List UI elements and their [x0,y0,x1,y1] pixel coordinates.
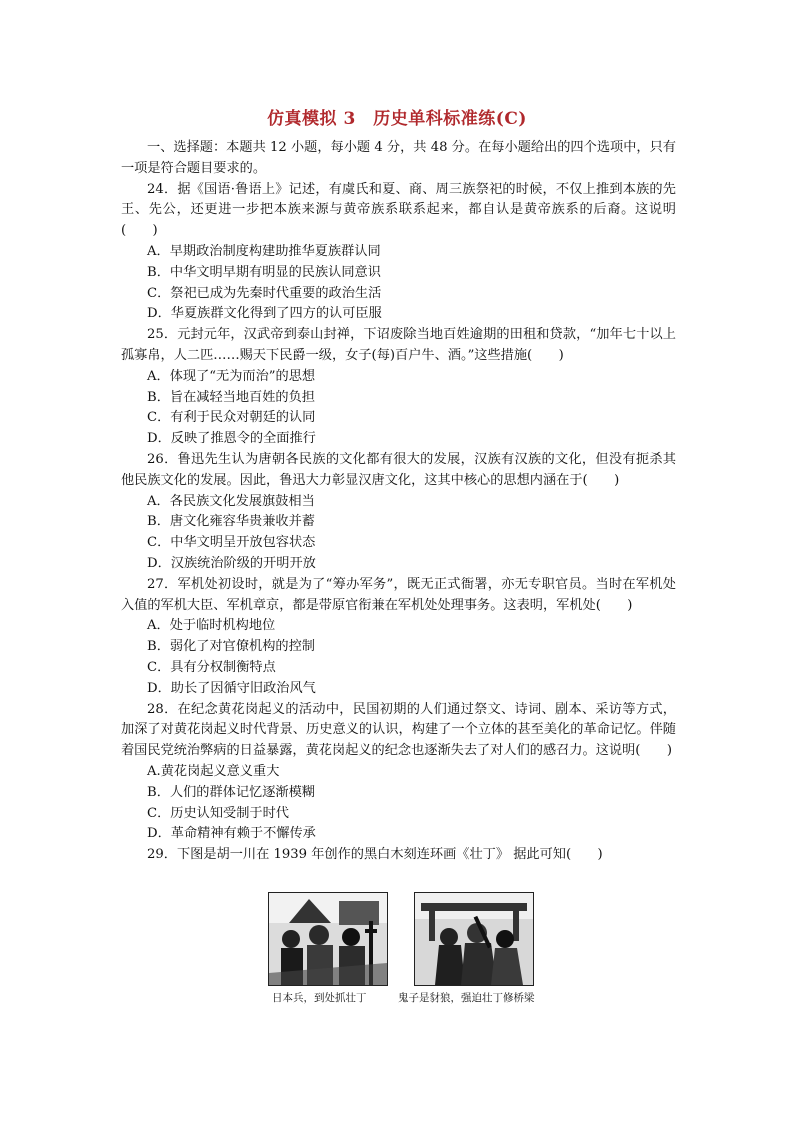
question-26 [121,450,676,575]
option-b: B．人们的群体记忆逐渐模糊 [147,784,315,800]
option-b: B．中华文明早期有明显的民族认同意识 [147,264,381,280]
option-a: A．体现了“无为而治”的思想 [147,368,316,384]
option-c: C．具有分权制衡特点 [147,659,276,675]
option-a: A．处于临时机构地位 [147,618,276,634]
question-29 [121,845,676,866]
woodcut-soldiers-image [268,892,388,986]
option-d: D．华夏族群文化得到了四方的认可臣服 [147,306,382,322]
question-stem: 28．在纪念黄花岗起义的活动中，民国初期的人们通过祭文、诗词、剧本、采访等方式，加深了对黄花岗起义时代背景、历史意义的认识，构建了一个立体的甚至美化的革命记忆。伴随着国民党统治弊病的日益暴露，黄花岗起义的纪念也逐渐失去了对人们的感召力。这说明( ) [121,701,676,759]
question-stem: 25．元封元年，汉武帝到泰山封禅，下诏废除当地百姓逾期的田租和贷款，“加年七十以上孤寡帛，人二匹……赐天下民爵一级，女子(每)百户牛、酒。”这些措施( ) [121,327,676,363]
figure-caption: 鬼子是豺狼，强迫壮丁修桥梁 [398,992,535,1004]
figure-caption: 日本兵，到处抓壮丁 [272,992,367,1004]
page-title: 仿真模拟 3 历史单科标准练(C) [267,109,527,129]
question-stem: 27．军机处初设时，就是为了“筹办军务”，既无正式衙署，亦无专职官员。当时在军机处入值的军机大臣、军机章京，都是带原官衔兼在军机处处理事务。这表明，军机处( ) [121,576,676,613]
option-b: B．唐文化雍容华贵兼收并蓄 [147,514,315,530]
option-a: A．早期政治制度构建助推华夏族群认同 [147,243,381,259]
option-c: C．祭祀已成为先秦时代重要的政治生活 [147,285,382,301]
question-stem: 26．鲁迅先生认为唐朝各民族的文化都有很大的发展，汉族有汉族的文化，但没有扼杀其他民族文化的发展。因此，鲁迅大力彰显汉唐文化，这其中核心的思想内涵在于( ) [121,451,676,488]
question-28 [121,700,676,846]
question-stem: 24．据《国语·鲁语上》记述，有虞氏和夏、商、周三族祭祀的时候，不仅上推到本族的先王、先公，还更进一步把本族来源与黄帝族系联系起来，都自认是黄帝族系的后裔。这说明( ) [121,181,676,239]
option-c: C．有利于民众对朝廷的认同 [147,410,316,426]
option-b: B．弱化了对官僚机构的控制 [147,639,315,655]
option-d: D．革命精神有赖于不懈传承 [147,826,316,842]
option-b: B．旨在减轻当地百姓的负担 [147,389,315,405]
question-25 [121,325,676,450]
section-intro: 一、选择题：本题共 12 小题，每小题 4 分，共 48 分。在每小题给出的四个选项中，只有一项是符合题目要求的。 [121,140,676,176]
question-27 [121,575,676,700]
option-d: D．助长了因循守旧政治风气 [147,680,316,696]
option-d: D．反映了推恩令的全面推行 [147,431,316,447]
woodcut-bridge-image [414,892,534,986]
question-24 [121,180,676,326]
figure-row [0,892,794,1012]
question-stem: 29．下图是胡一川在 1939 年创作的黑白木刻连环画《壮丁》 据此可知( ) [147,847,603,863]
question-content [121,138,676,866]
option-c: C．历史认知受制于时代 [147,805,289,821]
option-c: C．中华文明呈开放包容状态 [147,535,316,551]
option-d: D．汉族统治阶级的开明开放 [147,555,316,571]
option-a: A.黄花岗起义意义重大 [147,763,280,779]
option-a: A．各民族文化发展旗鼓相当 [147,493,315,509]
